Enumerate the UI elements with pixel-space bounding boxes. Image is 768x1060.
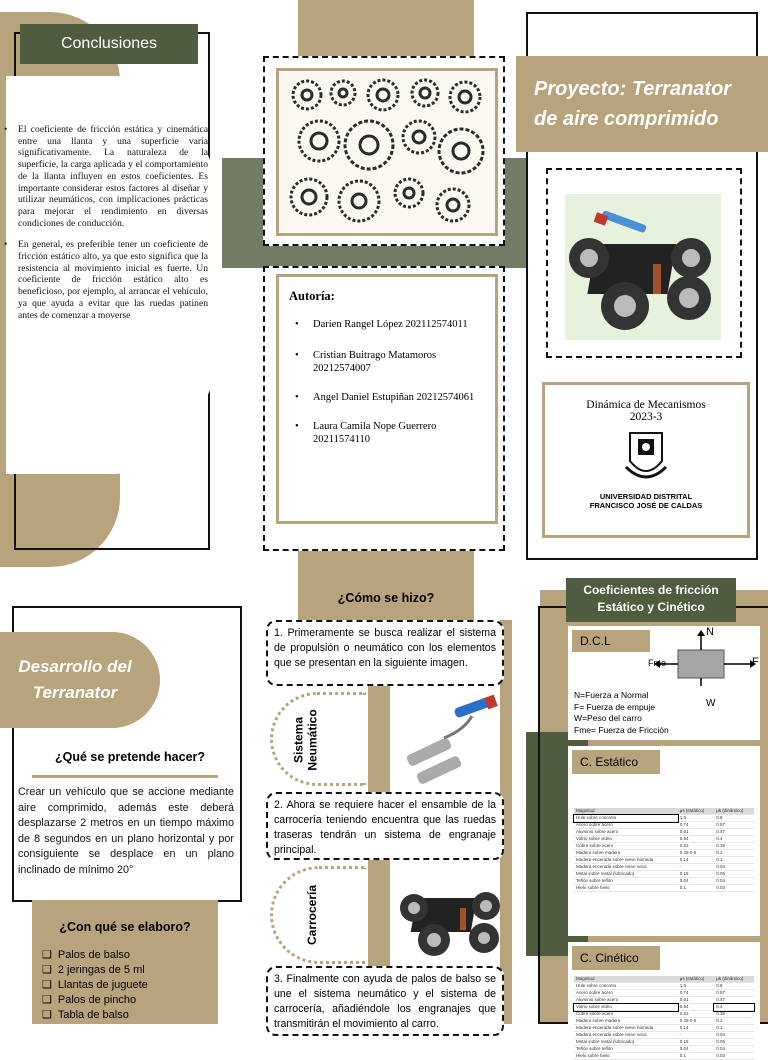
table-cell: - (678, 1032, 715, 1039)
table-cell: 0.03 (714, 1053, 754, 1060)
table-cell: 0.2 (714, 1018, 754, 1025)
legend-item: W=Peso del carro (574, 713, 642, 723)
table-cell: Madera encerada sobre nieve seca (574, 1032, 678, 1039)
sistema-neumatico-label: Sistema Neumático (292, 709, 321, 771)
table-cell: Acero sobre acero (574, 990, 678, 997)
table-cell: 0.94 (678, 1004, 715, 1011)
table-cell: 0.06 (714, 871, 754, 878)
table-row (574, 1032, 754, 1039)
table-cell: 0.8 (714, 815, 754, 822)
que-text: Crear un vehículo que se accione mediante aire comprimido, además este deberá desplazarse 2 metros en un tiempo máximo de 8 segundos en un plano horizontal y por consiguiente se desplace en un plano inclinado de mínimo 20° (18, 786, 234, 876)
university-name-line1: UNIVERSIDAD DISTRITAL (599, 492, 693, 501)
table-row (574, 843, 754, 850)
table-row (574, 850, 754, 857)
cover-title: Proyecto: Terranator de aire comprimido (534, 78, 732, 130)
author-1: • Darien Rangel López 202112574011 (303, 318, 485, 331)
table-header-cell: μs (estático) (678, 808, 715, 815)
table-cell: 0.04 (714, 1046, 754, 1053)
cover-title-band (516, 56, 768, 152)
table-cell: 0.04 (678, 878, 715, 885)
step-3-text: 3. Finalmente con ayuda de palos de balso se une el sistema neumático y el sistema de carrocería, añadiéndole los engranajes que transmitirán el movimiento al carro. (266, 966, 504, 1036)
material-item: ❑ 2 jeringas de 5 ml (42, 963, 208, 978)
table-cell: 0.61 (678, 997, 715, 1004)
table-cell: 0.04 (678, 1046, 715, 1053)
force-fme-label: Fme (648, 658, 666, 668)
table-row (574, 1053, 754, 1060)
table-cell: 0.03 (714, 885, 754, 892)
syringes-image (394, 690, 504, 790)
table-cell: 0.15 (678, 1039, 715, 1046)
autoria-box (276, 274, 498, 524)
table-row (574, 983, 754, 990)
table-cell: Hielo sobre hielo (574, 1053, 678, 1060)
table-cell: 0.36 (714, 843, 754, 850)
table-cell: 0.1 (678, 1053, 715, 1060)
table-row (574, 997, 754, 1004)
table-cell: 0.04 (714, 878, 754, 885)
table-cell: 0.53 (678, 843, 715, 850)
table-cell: 0.74 (678, 822, 715, 829)
force-w-label: W (706, 698, 716, 709)
table-cell: Madera sobre madera (574, 1018, 678, 1025)
como-header-band: ¿Cómo se hizo? (298, 580, 474, 616)
legend-item: N=Fuerza a Normal (574, 690, 649, 700)
step-1-text: 1. Primeramente se busca realizar el sistema de propulsión o neumático con los elementos que se presentan en la siguiente imagen. (266, 620, 504, 686)
material-item: ❑ Llantas de juguete (42, 978, 208, 993)
table-cell: 0.15 (678, 871, 715, 878)
table-row (574, 1011, 754, 1018)
table-header-cell: μk (dinámico) (714, 976, 754, 983)
table-cell: Madera encerada sobre nieve seca (574, 864, 678, 871)
author-4: • Laura Camila Nope Guerrero 20211574110 (303, 420, 485, 446)
university-crest-icon (624, 427, 668, 487)
table-row (574, 822, 754, 829)
free-body-diagram (568, 626, 760, 686)
table-cell: Vidrio sobre vidrio (574, 1004, 678, 1011)
gears-illustration (279, 71, 495, 233)
table-cell: - (678, 864, 715, 871)
estatico-table (574, 808, 754, 892)
material-item: ❑ Palos de pincho (42, 993, 208, 1008)
table-cell: 0.94 (678, 836, 715, 843)
autoria-title: Autoría: (289, 289, 335, 303)
table-row (574, 1018, 754, 1025)
table-cell: 0.14 (678, 857, 715, 864)
table-row (574, 885, 754, 892)
coef-header: Coeficientes de fricción Estático y Cinético (566, 578, 736, 622)
table-cell: 0.25-0.5 (678, 850, 715, 857)
material-item: ❑ Tabla de balso (42, 1008, 208, 1023)
table-cell: 0.36 (714, 1011, 754, 1018)
table-header-cell: Magnitud (574, 976, 678, 983)
con-header: ¿Con qué se elaboro? (59, 920, 191, 934)
force-legend (574, 690, 669, 736)
table-cell: Hielo sobre hielo (574, 885, 678, 892)
cinetico-label: C. Cinético (572, 946, 660, 970)
dcl-label: D.C.L (572, 630, 650, 652)
table-cell: 0.74 (678, 990, 715, 997)
estatico-label: C. Estático (572, 750, 660, 774)
table-cell: 1.0 (678, 983, 715, 990)
table-row (574, 871, 754, 878)
table-cell: 0.61 (678, 829, 715, 836)
que-underline (32, 775, 218, 778)
step-2-text: 2. Ahora se requiere hacer el ensamble de la carrocería teniendo encuentra que las ruedas traseras tendrán un sistema de engranaje principal. (266, 792, 504, 860)
table-row (574, 864, 754, 871)
table-cell: Hule sobre concreto (574, 983, 678, 990)
chassis-image (394, 868, 504, 964)
course-name: Dinámica de Mecanismos (586, 399, 706, 411)
conclusion-bullet-1: • El coeficiente de fricción estática y cinemática entre una llanta y una superficie varía significativamente. La naturaleza de la superficie, la carga aplicada y el comportamiento de la llanta influyen en estos coeficientes. Es importante considerar estos factores al diseñar y utilizar neumáticos, con implicaciones prácticas para mejorar el rendimiento en diversas condiciones de conducción. (12, 124, 208, 229)
table-cell: 0.04 (714, 1032, 754, 1039)
table-cell: Acero sobre acero (574, 822, 678, 829)
table-cell: 0.14 (678, 1025, 715, 1032)
table-cell: Vidrio sobre vidrio (574, 836, 678, 843)
que-header: ¿Qué se pretende hacer? (54, 750, 206, 764)
table-cell: Metal sobre metal (lubricado) (574, 1039, 678, 1046)
table-cell: Metal sobre metal (lubricado) (574, 871, 678, 878)
force-n-label: N (706, 626, 714, 638)
table-cell: 0.8 (714, 983, 754, 990)
table-row (574, 1046, 754, 1053)
table-row (574, 1025, 754, 1032)
table-cell: 0.04 (714, 864, 754, 871)
table-cell: 0.4 (714, 836, 754, 843)
course-box (542, 382, 750, 538)
table-cell: 0.4 (714, 1004, 754, 1011)
course-period: 2023-3 (629, 411, 663, 423)
table-cell: 0.53 (678, 1011, 715, 1018)
desarrollo-title: Desarrollo del Terranator (18, 657, 132, 702)
author-2: • Cristian Buitrago Matamoros 20212574007 (303, 349, 485, 375)
legend-item: F= Fuerza de empuje (574, 701, 656, 712)
legend-item: Fme= Fuerza de Fricción (574, 724, 669, 735)
table-row (574, 878, 754, 885)
table-header-cell: Magnitud (574, 808, 678, 815)
table-cell: Madera encerada sobre nieve húmeda (574, 1025, 678, 1032)
table-cell: 0.47 (714, 997, 754, 1004)
table-cell: Teflón sobre teflón (574, 1046, 678, 1053)
table-cell: 0.1 (714, 1025, 754, 1032)
chassis-illustration (394, 868, 504, 964)
cinetico-panel (568, 942, 760, 1058)
table-cell: Aluminio sobre acero (574, 829, 678, 836)
table-cell: 0.2 (714, 850, 754, 857)
table-cell: 0.1 (678, 885, 715, 892)
estatico-panel (568, 746, 760, 936)
table-cell: Cobre sobre acero (574, 843, 678, 850)
carroceria-label: Carrocería (305, 884, 320, 946)
car-illustration (565, 194, 721, 340)
table-cell: Cobre sobre acero (574, 1011, 678, 1018)
material-item: ❑ Palos de balso (42, 948, 208, 963)
table-cell: Madera sobre madera (574, 850, 678, 857)
table-row (574, 815, 754, 822)
university-name-line2: FRANCISCO JOSÉ DE CALDAS (589, 501, 703, 510)
table-cell: 0.25-0.5 (678, 1018, 715, 1025)
table-row (574, 829, 754, 836)
table-cell: 0.57 (714, 990, 754, 997)
conclusiones-body (12, 124, 208, 321)
table-cell: 0.47 (714, 829, 754, 836)
cinetico-table (574, 976, 754, 1060)
table-cell: Aluminio sobre acero (574, 997, 678, 1004)
syringes-illustration (394, 690, 504, 790)
table-row (574, 1004, 754, 1011)
desarrollo-title-blob (0, 632, 160, 728)
dcl-panel (568, 626, 760, 740)
table-row (574, 990, 754, 997)
table-cell: Teflón sobre teflón (574, 878, 678, 885)
table-header-cell: μk (dinámico) (714, 808, 754, 815)
table-cell: 1.0 (678, 815, 715, 822)
table-cell: Hule sobre concreto (574, 815, 678, 822)
conclusiones-header: Conclusiones (20, 24, 198, 64)
table-cell: 0.57 (714, 822, 754, 829)
table-cell: 0.1 (714, 857, 754, 864)
table-cell: 0.06 (714, 1039, 754, 1046)
table-row (574, 1039, 754, 1046)
car-render-image (565, 194, 721, 340)
table-row (574, 857, 754, 864)
materials-box (32, 900, 218, 1024)
author-3: • Angel Daniel Estupiñan 20212574061 (303, 391, 485, 404)
table-cell: Madera encerada sobre nieve húmeda (574, 857, 678, 864)
gears-image (276, 68, 498, 236)
conclusion-bullet-2: • En general, es preferible tener un coeficiente de fricción estático alto, ya que esto significa que la resistencia al movimiento inicial es fuerte. Un coeficiente de fricción estático alto es beneficioso, por ejemplo, al arrancar el vehículo, ya que ayuda a evitar que las ruedas patinen antes de comenzar a moverse (12, 239, 208, 321)
table-row (574, 836, 754, 843)
table-header-cell: μs (estático) (678, 976, 715, 983)
force-f-label: F (752, 656, 759, 668)
